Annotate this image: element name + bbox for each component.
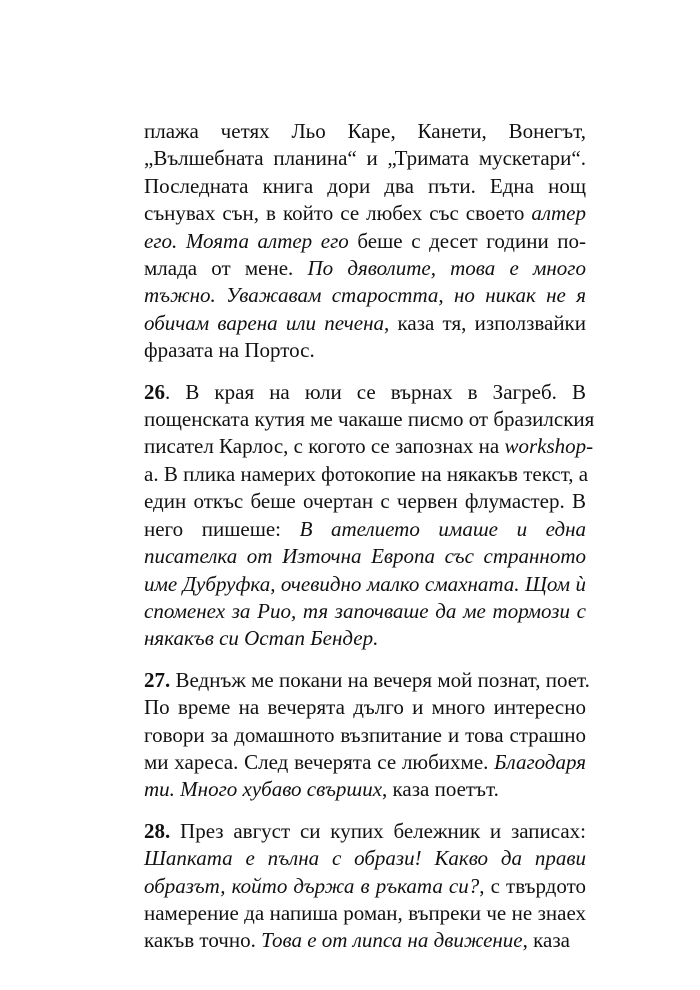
- text-run: ми хареса. След вечерята се любихме.: [144, 749, 495, 774]
- section-number: 26: [144, 379, 165, 404]
- text-run: , каза поетът.: [382, 777, 499, 802]
- italic-text: По дяволите, това е много: [307, 256, 586, 281]
- text-run: пощенската кутия ме чакаше писмо от бразилския: [144, 407, 595, 432]
- text-run: плажа четях Льо Каре, Канети, Вонегът,: [144, 119, 586, 143]
- text-run: фразата на Портос.: [144, 338, 315, 363]
- text-run: -: [586, 434, 594, 459]
- italic-text: workshop: [504, 434, 587, 459]
- text-run: сънувах сън, в който се любех със своето: [144, 201, 532, 226]
- text-run: . В края на юли се върнах в Загреб. В: [165, 379, 586, 404]
- text-run: По време на вечерята дълго и много интересно: [144, 695, 586, 720]
- text-line: [144, 310, 586, 337]
- text-line: [144, 200, 586, 227]
- italic-text: ти. Много хубаво свърших: [144, 777, 383, 802]
- text-line: [144, 694, 586, 721]
- italic-text: някакъв си Остап Бендер.: [144, 626, 379, 651]
- text-line: [144, 900, 586, 927]
- text-run: писател Карлос, с когото се запознах на: [144, 434, 505, 459]
- text-run: намерение да напиша роман, въпреки че не знаех: [144, 900, 586, 925]
- italic-text: алтер: [531, 201, 586, 226]
- italic-text: споменех за Рио, тя започваше да ме тормози с: [144, 598, 586, 623]
- italic-text: писателка от Източна Европа със странното: [144, 544, 586, 569]
- paragraph: [144, 818, 586, 955]
- text-run: , каза тя, използвайки: [384, 310, 587, 335]
- text-line: [144, 337, 586, 364]
- text-line: [144, 598, 586, 625]
- text-line: [144, 488, 586, 515]
- italic-text: Шапката е пълна с образи! Какво да прави: [144, 846, 586, 871]
- text-run: а. В плика намерих фотокопие на някакъв текст, а: [144, 461, 589, 486]
- text-line: [144, 927, 586, 954]
- paragraph: [144, 379, 595, 653]
- text-run: , каза: [522, 928, 570, 953]
- text-line: [144, 379, 586, 406]
- text-line: [144, 406, 595, 433]
- italic-text: образът, който държа в ръката си?: [144, 873, 480, 898]
- text-run: него пишеше:: [144, 516, 300, 541]
- text-line: [144, 571, 586, 598]
- italic-text: тъжно. Уважавам старостта, но никак не я: [144, 283, 586, 308]
- text-run: млада от мене.: [144, 256, 308, 281]
- text-run: беше с десет години по-: [348, 228, 586, 253]
- text-line: [144, 145, 586, 172]
- paragraph: [144, 118, 586, 365]
- italic-text: име Дубруфка, очевидно малко смахната. Щом ѝ: [144, 571, 586, 596]
- italic-text: В ателието имаше и една: [299, 516, 586, 541]
- text-line: [144, 173, 586, 200]
- book-page: [144, 118, 595, 969]
- text-line: [144, 282, 586, 309]
- paragraph: [144, 667, 590, 804]
- italic-text: Това е от липса на движение: [261, 928, 523, 953]
- text-run: Веднъж ме покани на вечеря мой познат, поет.: [170, 667, 590, 692]
- text-run: говори за домашното възпитание и това страшно: [144, 722, 586, 747]
- italic-text: Благодаря: [494, 749, 586, 774]
- text-line: [144, 118, 586, 145]
- text-line: [144, 818, 586, 845]
- italic-text: обичам варена или печена: [144, 310, 385, 335]
- text-line: [144, 845, 586, 872]
- text-run: Последната книга дори два пъти. Една нощ: [144, 173, 586, 198]
- text-run: , с твърдото: [479, 873, 586, 898]
- text-line: [144, 873, 586, 900]
- section-number: 28.: [144, 818, 171, 843]
- text-run: един откъс беше очертан с червен флумастер. В: [144, 489, 586, 514]
- section-number: 27.: [144, 667, 171, 692]
- text-line: [144, 722, 586, 749]
- text-line: [144, 516, 586, 543]
- text-line: [144, 625, 586, 652]
- text-run: „Вълшебната планина“ и „Тримата мускетари“.: [144, 146, 586, 171]
- text-line: [144, 776, 586, 803]
- text-line: [144, 228, 586, 255]
- text-line: [144, 543, 586, 570]
- text-line: [144, 433, 594, 460]
- text-line: [144, 255, 586, 282]
- text-line: [144, 749, 586, 776]
- text-run: През август си купих бележник и записах:: [170, 818, 586, 843]
- text-run: какъв точно.: [144, 928, 262, 953]
- italic-text: его. Моята алтер его: [144, 228, 349, 253]
- text-line: [144, 667, 590, 694]
- text-line: [144, 461, 589, 488]
